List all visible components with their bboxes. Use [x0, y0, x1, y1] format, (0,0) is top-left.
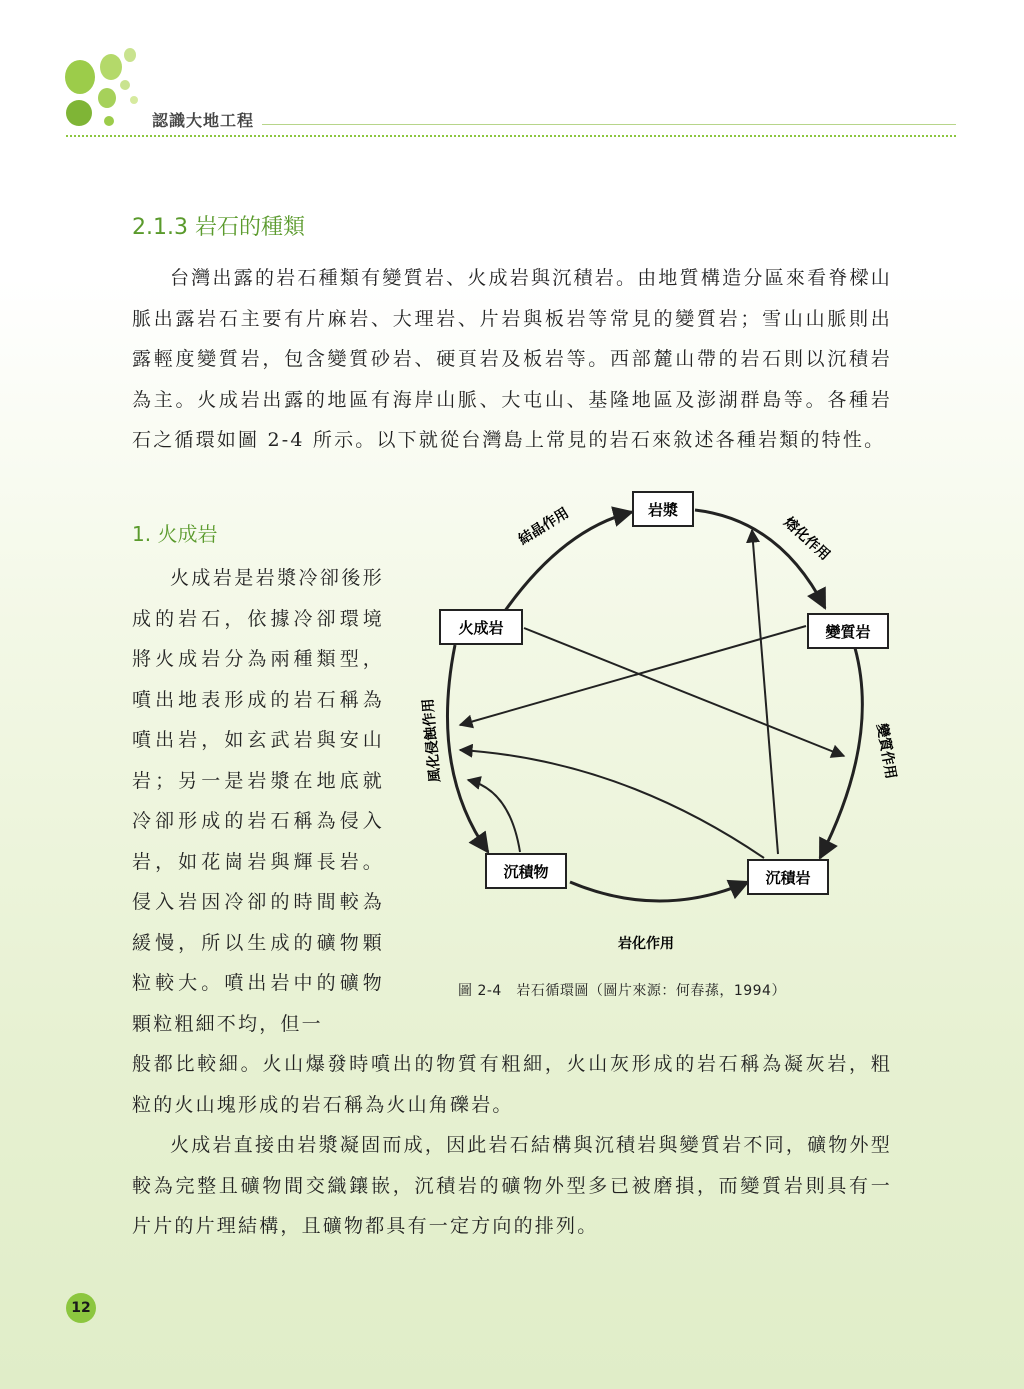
link-sedimentary-to-magma [752, 530, 778, 854]
header-rule [262, 124, 956, 125]
igneous-paragraph-part1: 火成岩是岩漿冷卻後形成的岩石，依據冷卻環境將火成岩分為兩種類型，噴出地表形成的岩石稱為噴出岩，如玄武岩與安山岩；另一是岩漿在地底就冷卻形成的岩石稱為侵入岩，如花崗岩與輝長岩。侵入岩因冷卻的時間較為緩慢，所以生成的礦物顆粒較大。噴出岩中的礦物顆粒粗細不均，但一 [132, 567, 384, 1035]
link-sedimentary-to-weathering [460, 750, 764, 858]
node-sediment-label: 沉積物 [503, 863, 549, 881]
node-igneous [440, 610, 522, 644]
node-metamorphic [808, 614, 888, 648]
arc-metamorphism [820, 648, 862, 858]
section-title: 2.1.3 岩石的種類 [132, 215, 305, 240]
label-weathering: 風化侵蝕作用 [420, 697, 444, 783]
label-melting: 熔化作用 [780, 514, 833, 564]
running-header-title: 認識大地工程 [152, 111, 255, 130]
decorative-dots [60, 40, 150, 135]
node-igneous-label: 火成岩 [458, 619, 504, 637]
rock-cycle-diagram [420, 480, 920, 950]
arc-crystallization [500, 512, 632, 618]
arc-weathering [447, 645, 488, 852]
arc-lithification [570, 882, 748, 901]
node-sediment [486, 854, 566, 888]
label-lithification: 岩化作用 [618, 936, 674, 950]
rock-cycle-figure [420, 480, 920, 950]
page-header [0, 0, 1024, 150]
label-metamorphism: 變質作用 [873, 722, 899, 781]
subsection-title: 1. 火成岩 [132, 522, 218, 546]
node-sedimentary [748, 860, 828, 894]
arc-melting [695, 510, 825, 608]
node-sedimentary-label: 沉積岩 [765, 869, 811, 887]
node-magma [633, 492, 693, 526]
page-number: 12 [66, 1293, 96, 1323]
header-dotted-rule [66, 135, 956, 137]
node-magma-label: 岩漿 [647, 501, 679, 519]
link-sediment-to-weathering [468, 780, 520, 852]
igneous-paragraph-part2: 般都比較細。火山爆發時噴出的物質有粗細，火山灰形成的岩石稱為凝灰岩，粗粒的火山塊形成的岩石稱為火山角礫岩。 [132, 1053, 892, 1116]
intro-paragraph: 台灣出露的岩石種類有變質岩、火成岩與沉積岩。由地質構造分區來看脊樑山脈出露岩石主要有片麻岩、大理岩、片岩與板岩等常見的變質岩；雪山山脈則出露輕度變質岩，包含變質砂岩、硬頁岩及板岩等。西部麓山帶的岩石則以沉積岩為主。火成岩出露的地區有海岸山脈、大屯山、基隆地區及澎湖群島等。各種岩石之循環如圖 2-4 所示。以下就從台灣島上常見的岩石來敘述各種岩類的特性。 [132, 267, 892, 451]
texture-paragraph: 火成岩直接由岩漿凝固而成，因此岩石結構與沉積岩與變質岩不同，礦物外型較為完整且礦物間交織鑲嵌，沉積岩的礦物外型多已被磨損，而變質岩則具有一片片的片理結構，且礦物都具有一定方向的排列。 [132, 1134, 892, 1237]
label-crystallization: 結晶作用 [515, 504, 572, 549]
figure-caption: 圖 2-4 岩石循環圖（圖片來源：何春蓀，1994） [458, 983, 786, 999]
node-metamorphic-label: 變質岩 [825, 623, 871, 641]
